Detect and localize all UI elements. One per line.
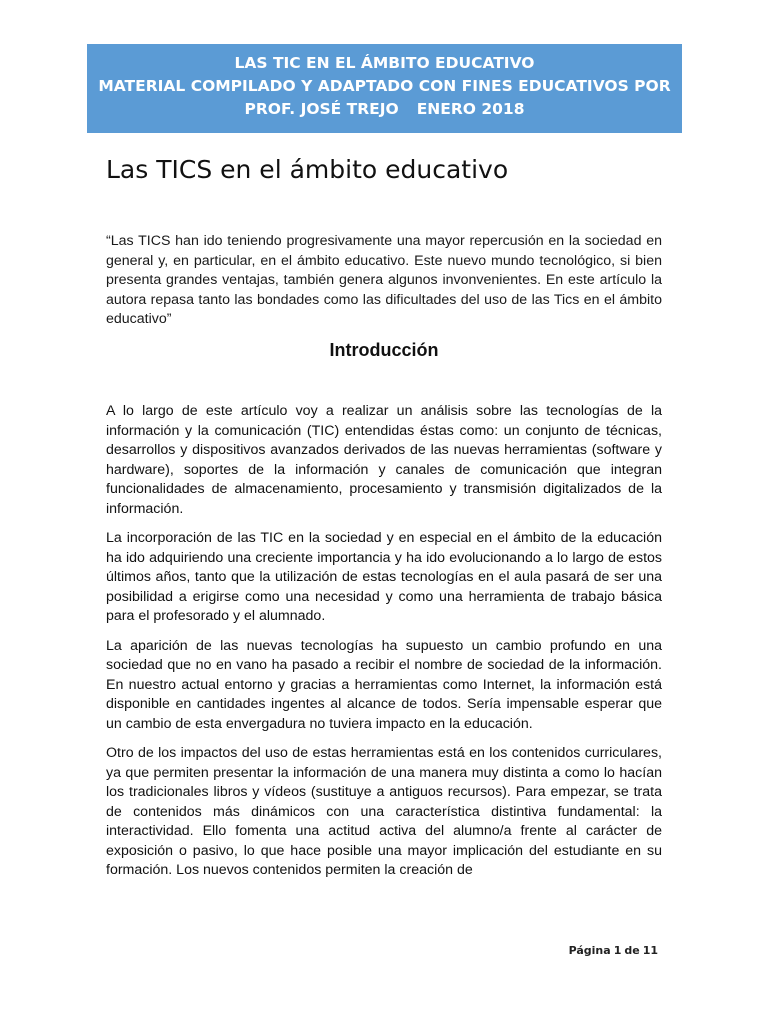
page-number-of: de: [624, 944, 640, 957]
page-number-label: Página: [568, 944, 611, 957]
header-author: PROF. JOSÉ TREJO: [244, 100, 399, 118]
page-number-total: 11: [642, 944, 658, 957]
page-number: [569, 944, 661, 957]
paragraph: La incorporación de las TIC en la sociedad y en especial en el ámbito de la educación ha ido adquiriendo una creciente importancia y ha ido evolucionando a lo largo de estos últimos años, tanto que la utilización de estas tecnologías en el aula pasará de ser una posibilidad a erigirse como una necesidad y como una herramienta de trabajo básica para el profesorado y el alumnado.: [106, 530, 662, 624]
page-number-current: 1: [613, 944, 622, 957]
section-heading-introduccion: Introducción: [329, 340, 439, 360]
header-line-subtitle: MATERIAL COMPILADO Y ADAPTADO CON FINES EDUCATIVOS POR: [98, 77, 671, 95]
abstract-quote: “Las TICS han ido teniendo progresivamente una mayor repercusión en la sociedad en general y, en particular, en el ámbito educativo. Este nuevo mundo tecnológico, si bien presenta grandes ventajas, también genera algunos invonvenientes. En este artículo la autora repasa tanto las bondades como las dificultades del uso de las Tics en el ámbito educativo”: [106, 233, 662, 327]
header-banner: [87, 44, 682, 133]
header-line-title: LAS TIC EN EL ÁMBITO EDUCATIVO: [234, 54, 535, 72]
header-date: ENERO 2018: [416, 100, 525, 118]
paragraph: Otro de los impactos del uso de estas herramientas está en los contenidos curriculares, ya que permiten presentar la información de una manera muy distinta a como lo hacían los tradicionales libros y vídeos (sustituye a antiguos recursos). Para empezar, se trata de contenidos más dinámicos con una característica distintiva fundamental: la interactividad. Ello fomenta una actitud activa del alumno/a frente al carácter de exposición o pasivo, lo que hace posible una mayor implicación del estudiante en su formación. Los nuevos contenidos permiten la creación de: [106, 745, 662, 878]
paragraph: A lo largo de este artículo voy a realizar un análisis sobre las tecnologías de la información y la comunicación (TIC) entendidas éstas como: un conjunto de técnicas, desarrollos y dispositivos avanzados derivados de las nuevas herramientas (software y hardware), soportes de la información y canales de comunicación que integran funcionalidades de almacenamiento, procesamiento y transmisión digitalizados de la información.: [106, 403, 662, 517]
paragraph: La aparición de las nuevas tecnologías ha supuesto un cambio profundo en una sociedad que no en vano ha pasado a recibir el nombre de sociedad de la información. En nuestro actual entorno y gracias a herramientas como Internet, la información está disponible en cantidades ingentes al alcance de todos. Sería impensable esperar que un cambio de esta envergadura no tuviera impacto en la educación.: [106, 637, 662, 732]
document-title: Las TICS en el ámbito educativo: [106, 155, 509, 184]
header-line-author: [87, 98, 682, 121]
body-text: [106, 402, 662, 891]
